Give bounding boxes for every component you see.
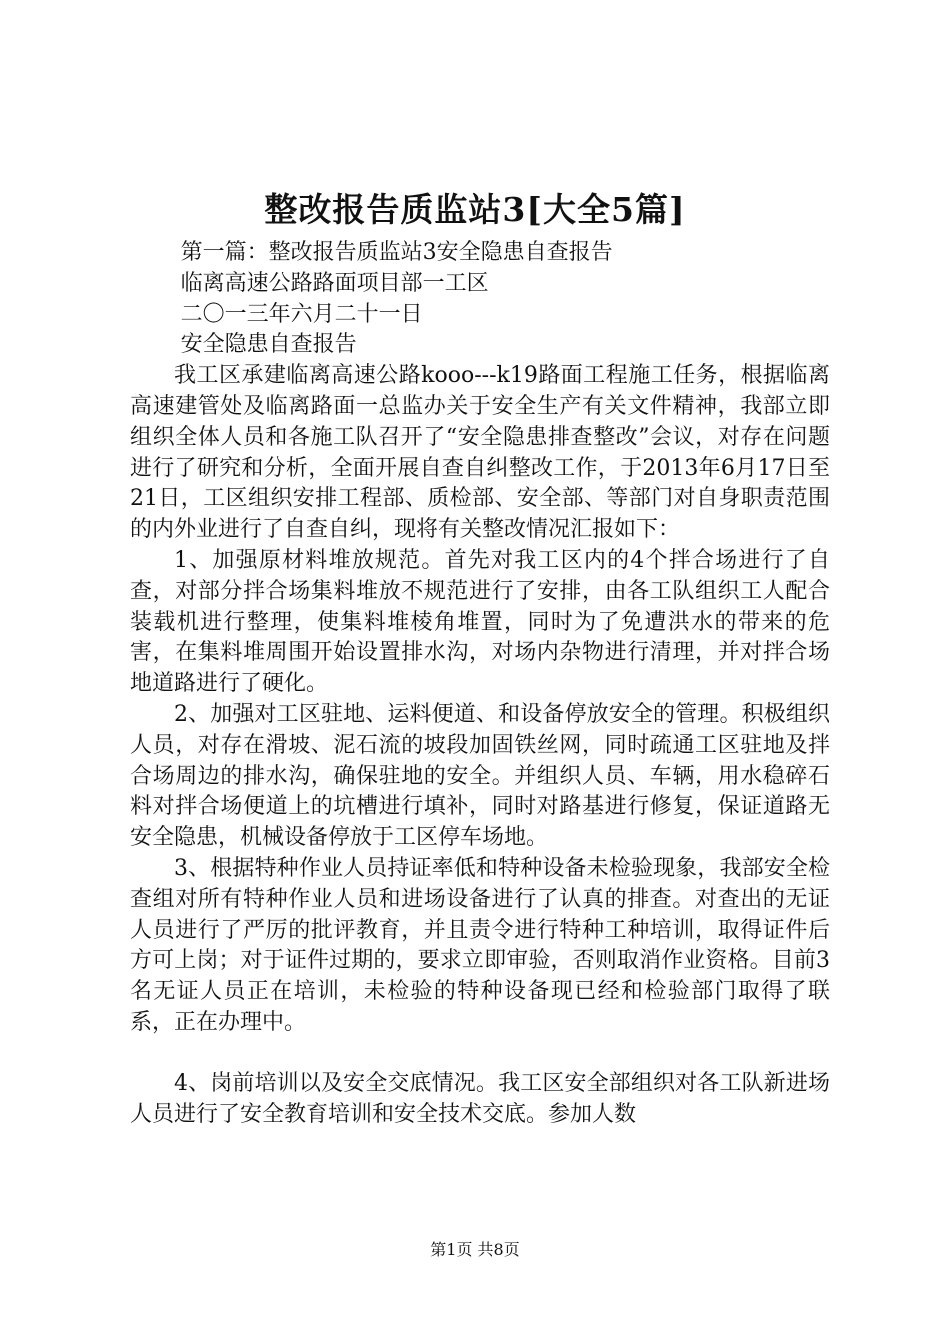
report-title: 安全隐患自查报告 bbox=[180, 332, 357, 358]
date-line: 二〇一三年六月二十一日 bbox=[180, 301, 423, 327]
paragraph-item-2: 2、加强对工区驻地、运料便道、和设备停放安全的管理。积极组织人员，对存在滑坡、泥石流的坡段加固铁丝网，同时疏通工区驻地及拌合场周边的排水沟，确保驻地的安全。并组织人员、车辆，用水稳碎石料对拌合场便道上的坑槽进行填补，同时对路基进行修复，保证道路无安全隐患，机械设备停放于工区停车场地。 bbox=[130, 701, 830, 851]
paragraph-intro: 我工区承建临离高速公路kooo---k19路面工程施工任务，根据临离高速建管处及临离路面一总监办关于安全生产有关文件精神，我部立即组织全体人员和各施工队召开了“安全隐患排查整改”会议，对存在问题进行了研究和分析，全面开展自查自纠整改工作，于2013年6月17日至21日，工区组织安排工程部、质检部、安全部、等部门对自身职责范围的内外业进行了自查自纠，现将有关整改情况汇报如下： bbox=[130, 363, 830, 543]
section-heading: 第一篇：整改报告质监站3安全隐患自查报告 bbox=[180, 240, 613, 265]
paragraph-item-3: 3、根据特种作业人员持证率低和特种设备未检验现象，我部安全检查组对所有特种作业人员和进场设备进行了认真的排查。对查出的无证人员进行了严厉的批评教育，并且责令进行特种工种培训，取得证件后方可上岗；对于证件过期的，要求立即审验，否则取消作业资格。目前3名无证人员正在培训，未检验的特种设备现已经和检验部门取得了联系，正在办理中。 bbox=[130, 855, 830, 1035]
document-body bbox=[130, 238, 830, 1130]
paragraph-item-1: 1、加强原材料堆放规范。首先对我工区内的4个拌合场进行了自查，对部分拌合场集料堆放不规范进行了安排，由各工队组织工人配合装载机进行整理，使集料堆棱角堆置，同时为了免遭洪水的带来的危害，在集料堆周围开始设置排水沟，对场内杂物进行清理，并对拌合场地道路进行了硬化。 bbox=[130, 547, 830, 697]
document-title: 整改报告质监站3[大全5篇] bbox=[264, 190, 686, 229]
organization-line: 临离高速公路路面项目部一工区 bbox=[180, 270, 489, 296]
paragraph-spacer bbox=[130, 1039, 830, 1069]
page-footer: 第1页 共8页 bbox=[430, 1240, 520, 1259]
paragraph-item-4: 4、岗前培训以及安全交底情况。我工区安全部组织对各工队新进场人员进行了安全教育培训和安全技术交底。参加人数 bbox=[130, 1070, 830, 1127]
